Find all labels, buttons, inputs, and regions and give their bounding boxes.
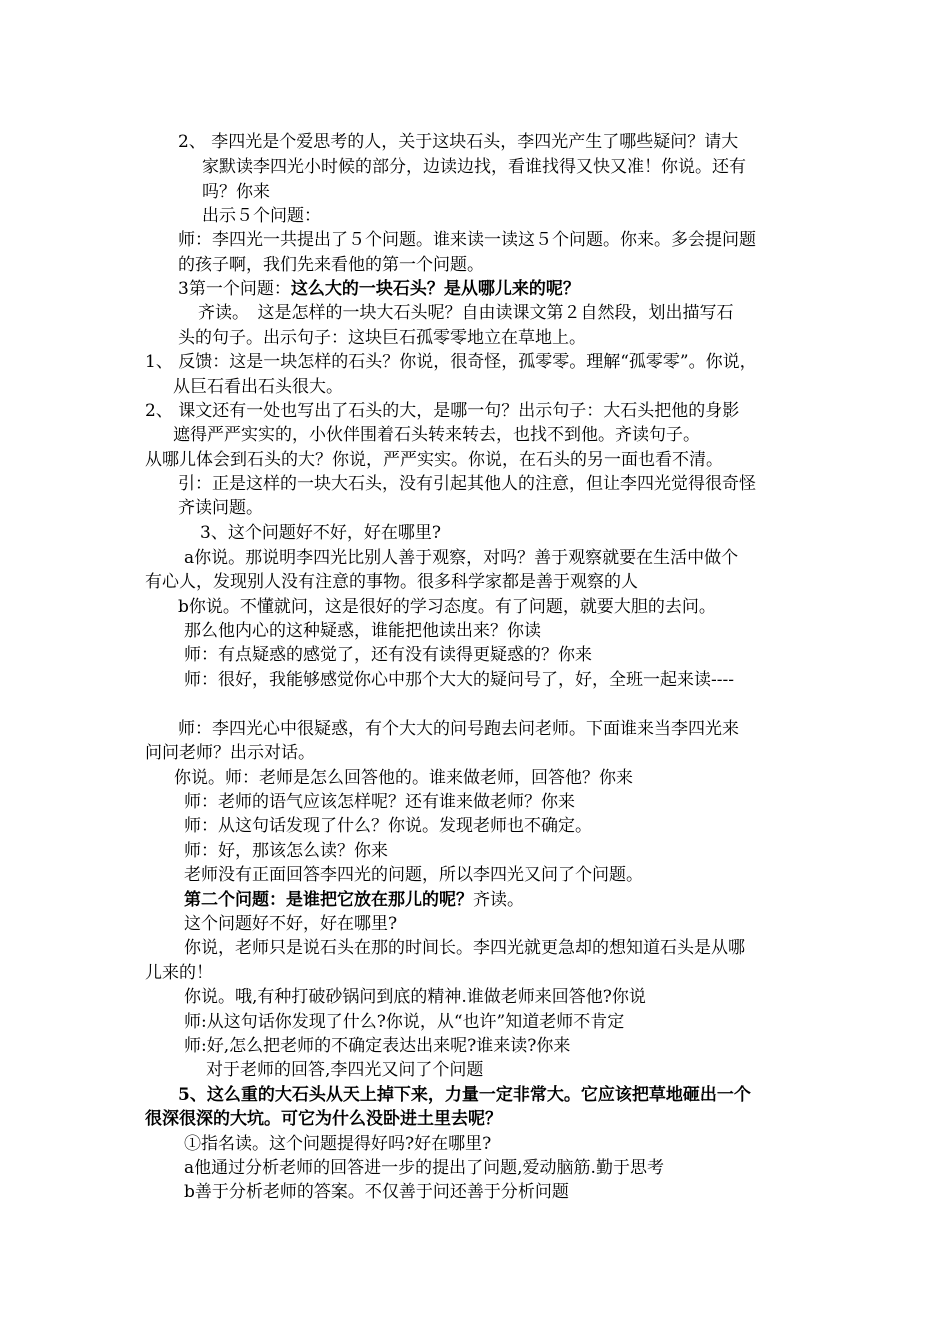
question-text: 很深很深的大坑。可它为什么没卧进土里去呢？ (145, 1109, 502, 1129)
text-line: 2、 课文还有一处也写出了石头的大，是哪一句？出示句子：大石头把他的身影 (145, 401, 740, 421)
text-line: 师：李四光心中很疑惑，有个大大的问号跑去问老师。下面谁来当李四光来 (178, 719, 739, 739)
text-line: 这个问题好不好，好在哪里? (184, 914, 398, 934)
question-number: 3第一个问题： (178, 279, 291, 299)
text-line: 出示５个问题： (202, 206, 321, 226)
text-line: 师：老师的语气应该怎样呢？还有谁来做老师？你来 (184, 792, 575, 812)
question-text: 第二个问题：是谁把它放在那儿的呢？ (184, 890, 473, 910)
text-line: 你说。哦,有种打破砂锅问到底的精神.谁做老师来回答他?你说 (184, 987, 646, 1007)
question-text: 5、这么重的大石头从天上掉下来，力量一定非常大。它应该把草地砸出一个 (178, 1085, 751, 1105)
text-line: 头的句子。出示句子：这块巨石孤零零地立在草地上。 (178, 328, 586, 348)
text-line: 齐读。 这是怎样的一块大石头呢？自由读课文第２自然段，划出描写石 (198, 303, 734, 323)
text-line: 你说，老师只是说石头在那的时间长。李四光就更急却的想知道石头是从哪 (184, 938, 745, 958)
text-line: 师：从这句话发现了什么？你说。发现老师也不确定。 (184, 816, 592, 836)
question-heading (184, 889, 524, 911)
text-line: 2、 李四光是个爱思考的人，关于这块石头，李四光产生了哪些疑问？请大 (178, 132, 739, 152)
text-line: 师：很好，我能够感觉你心中那个大大的疑问号了，好，全班一起来读---- (184, 670, 734, 690)
text-line: 遮得严严实实的，小伙伴围着石头转来转去，也找不到他。齐读句子。 (173, 425, 700, 445)
question-text: 这么大的一块石头？是从哪儿来的呢？ (290, 279, 580, 299)
text-line: a你说。那说明李四光比别人善于观察，对吗？善于观察就要在生活中做个 (184, 548, 739, 568)
text-line: 的孩子啊，我们先来看他的第一个问题。 (178, 255, 484, 275)
text-line: b你说。不懂就问，这是很好的学习态度。有了问题，就要大胆的去问。 (178, 597, 716, 617)
text-line: 师：有点疑惑的感觉了，还有没有读得更疑惑的？你来 (184, 645, 592, 665)
text-line: 齐读问题。 (178, 498, 263, 518)
text-line: a他通过分析老师的回答进一步的提出了问题,爱动脑筋.勤于思考 (184, 1158, 664, 1178)
text-line: 问问老师？出示对话。 (145, 743, 315, 763)
text-line: ①指名读。这个问题提得好吗?好在哪里? (184, 1134, 492, 1154)
text-line: 齐读。 (473, 890, 524, 910)
text-line: 有心人，发现别人没有注意的事物。很多科学家都是善于观察的人 (145, 572, 638, 592)
text-line: 对于老师的回答,李四光又问了个问题 (206, 1060, 484, 1080)
text-line: 吗？你来 (202, 182, 270, 202)
text-line: 家默读李四光小时候的部分，边读边找，看谁找得又快又准！你说。还有 (202, 157, 746, 177)
text-line: 从哪儿体会到石头的大？你说，严严实实。你说，在石头的另一面也看不清。 (145, 450, 723, 470)
text-line: 3、这个问题好不好，好在哪里? (200, 523, 441, 543)
text-line: 师:好,怎么把老师的不确定表达出来呢?谁来读?你来 (184, 1036, 571, 1056)
question-heading (178, 278, 580, 300)
text-line: b善于分析老师的答案。不仅善于问还善于分析问题 (184, 1182, 569, 1202)
text-line: 老师没有正面回答李四光的问题，所以李四光又问了个问题。 (184, 865, 643, 885)
text-line: 师：李四光一共提出了５个问题。谁来读一读这５个问题。你来。多会提问题 (178, 230, 756, 250)
text-line: 1、 反馈：这是一块怎样的石头？你说，很奇怪，孤零零。理解“孤零零”。你说， (145, 352, 757, 372)
text-line: 从巨石看出石头很大。 (173, 377, 343, 397)
text-line: 那么他内心的这种疑惑，谁能把他读出来？你读 (184, 621, 541, 641)
text-line: 你说。师：老师是怎么回答他的。谁来做老师，回答他？你来 (174, 768, 633, 788)
text-line: 引：正是这样的一块大石头，没有引起其他人的注意，但让李四光觉得很奇怪 (178, 474, 756, 494)
text-line: 儿来的！ (145, 963, 213, 983)
text-line: 师:从这句话你发现了什么?你说，从“也许”知道老师不肯定 (184, 1012, 625, 1032)
text-line: 师：好，那该怎么读？你来 (184, 841, 388, 861)
